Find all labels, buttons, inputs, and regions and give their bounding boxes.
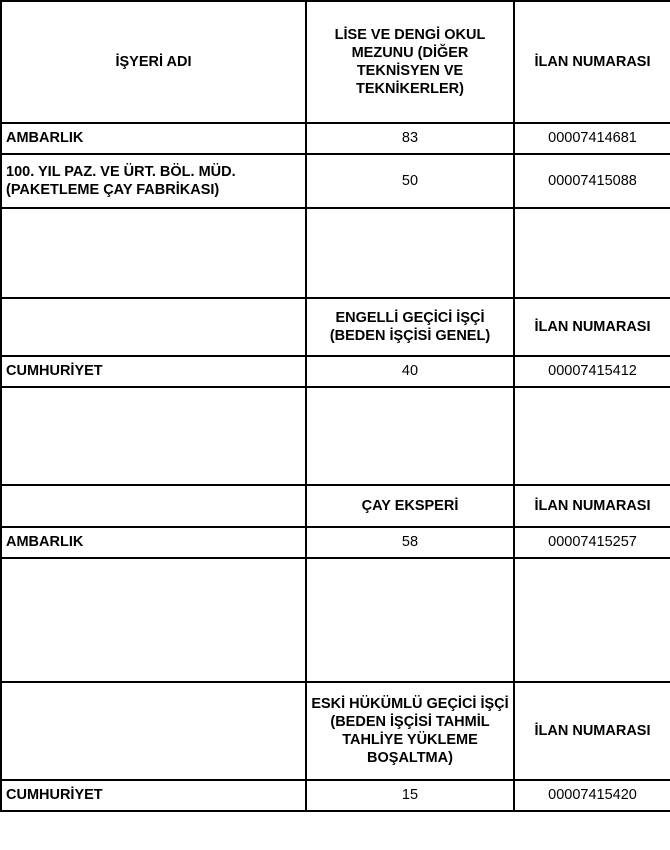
spacer-cell bbox=[514, 208, 670, 298]
cell-count: 58 bbox=[306, 527, 514, 558]
cell-announcement-number: 00007415257 bbox=[514, 527, 670, 558]
table-row bbox=[1, 356, 670, 387]
spacer-cell bbox=[306, 387, 514, 485]
cell-count: 50 bbox=[306, 154, 514, 208]
table-subheader-row bbox=[1, 485, 670, 527]
spacer-cell bbox=[306, 208, 514, 298]
cell-workplace: AMBARLIK bbox=[1, 123, 306, 154]
table-spacer-row bbox=[1, 208, 670, 298]
table-row bbox=[1, 123, 670, 154]
table-header-row bbox=[1, 1, 670, 123]
cell-workplace: 100. YIL PAZ. VE ÜRT. BÖL. MÜD. (PAKETLEME ÇAY FABRİKASI) bbox=[1, 154, 306, 208]
table-row bbox=[1, 780, 670, 811]
subheader-qualification: ÇAY EKSPERİ bbox=[306, 485, 514, 527]
subheader-workplace bbox=[1, 298, 306, 356]
spacer-cell bbox=[306, 558, 514, 682]
spacer-cell bbox=[514, 558, 670, 682]
subheader-announcement-number: İLAN NUMARASI bbox=[514, 485, 670, 527]
cell-count: 83 bbox=[306, 123, 514, 154]
table-spacer-row bbox=[1, 558, 670, 682]
table-row bbox=[1, 527, 670, 558]
table-subheader-row bbox=[1, 298, 670, 356]
cell-announcement-number: 00007415412 bbox=[514, 356, 670, 387]
table-subheader-row bbox=[1, 682, 670, 780]
cell-workplace: CUMHURİYET bbox=[1, 356, 306, 387]
subheader-qualification: ESKİ HÜKÜMLÜ GEÇİCİ İŞÇİ (BEDEN İŞÇİSİ TAHMİL TAHLİYE YÜKLEME BOŞALTMA) bbox=[306, 682, 514, 780]
cell-announcement-number: 00007415420 bbox=[514, 780, 670, 811]
subheader-workplace bbox=[1, 682, 306, 780]
cell-count: 15 bbox=[306, 780, 514, 811]
spacer-cell bbox=[514, 387, 670, 485]
column-header-announcement-number: İLAN NUMARASI bbox=[514, 1, 670, 123]
subheader-announcement-number: İLAN NUMARASI bbox=[514, 682, 670, 780]
subheader-qualification: ENGELLİ GEÇİCİ İŞÇİ (BEDEN İŞÇİSİ GENEL) bbox=[306, 298, 514, 356]
table-spacer-row bbox=[1, 387, 670, 485]
spacer-cell bbox=[1, 208, 306, 298]
column-header-qualification: LİSE VE DENGİ OKUL MEZUNU (DİĞER TEKNİSYEN VE TEKNİKERLER) bbox=[306, 1, 514, 123]
cell-announcement-number: 00007414681 bbox=[514, 123, 670, 154]
subheader-announcement-number: İLAN NUMARASI bbox=[514, 298, 670, 356]
cell-workplace: AMBARLIK bbox=[1, 527, 306, 558]
cell-announcement-number: 00007415088 bbox=[514, 154, 670, 208]
table-row bbox=[1, 154, 670, 208]
cell-workplace: CUMHURİYET bbox=[1, 780, 306, 811]
column-header-workplace: İŞYERİ ADI bbox=[1, 1, 306, 123]
cell-count: 40 bbox=[306, 356, 514, 387]
spacer-cell bbox=[1, 387, 306, 485]
spacer-cell bbox=[1, 558, 306, 682]
subheader-workplace bbox=[1, 485, 306, 527]
